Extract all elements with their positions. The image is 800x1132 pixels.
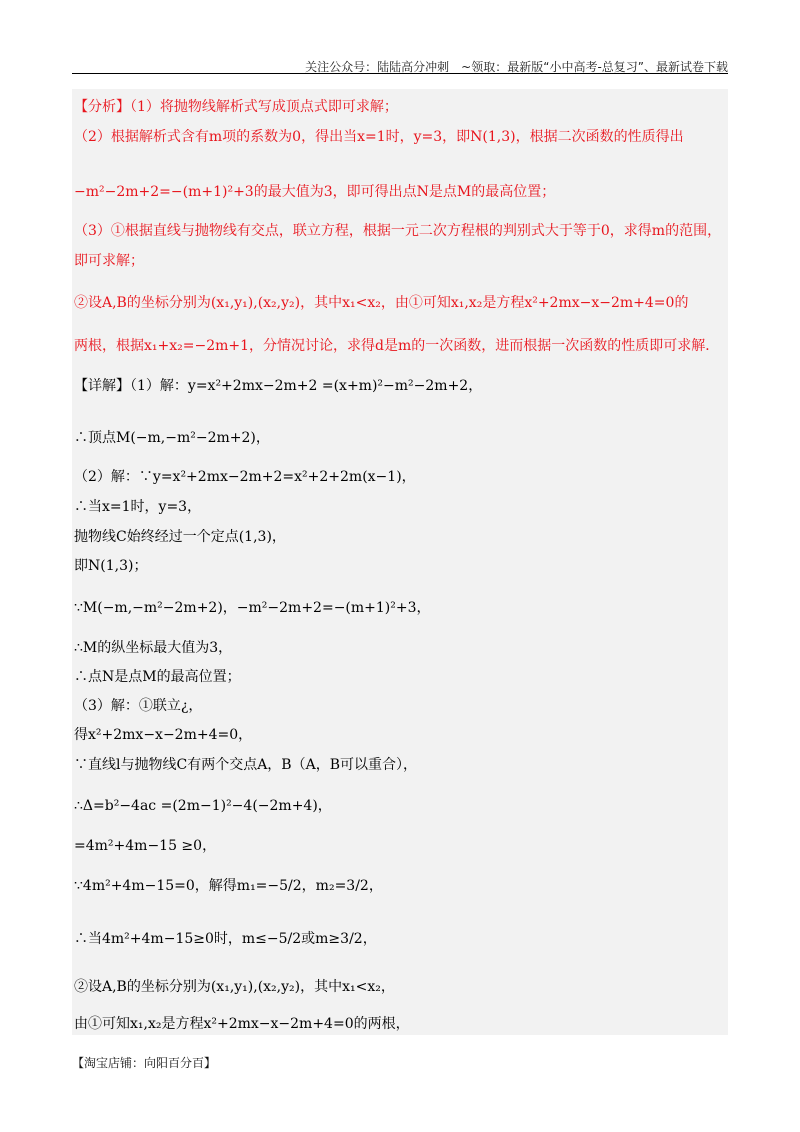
detail-line-3: （2）解：∵y=x²+2mx−2m+2=x²+2+2m(x−1)， (74, 469, 416, 485)
detail-line-7: ∵M(−m,−m²−2m+2)，−m²−2m+2=−(m+1)²+3， (74, 600, 431, 616)
analysis-line-5: 即可求解； (74, 253, 144, 269)
analysis-line-4: （3）①根据直线与抛物线有交点，联立方程，根据一元二次方程根的判别式大于等于0，求得m的范围， (74, 223, 722, 239)
detail-line-9: ∴点N是点M的最高位置； (74, 669, 241, 685)
detail-line-11: 得x²+2mx−x−2m+4=0， (74, 727, 253, 743)
detail-line-15: ∵4m²+4m−15=0，解得m₁=−5/2，m₂=3/2， (74, 878, 383, 894)
analysis-line-6: ②设A,B的坐标分别为(x₁,y₁),(x₂,y₂)，其中x₁<x₂，由①可知x₁,x₂是方程x²+2mx−x−2m+4=0的 (74, 295, 689, 311)
page-footer: 【淘宝店铺：向阳百分百】 (72, 1056, 217, 1070)
detail-line-12: ∵直线l与抛物线C有两个交点A，B（A，B可以重合）， (74, 757, 417, 773)
detail-line-2: ∴顶点M(−m,−m²−2m+2)， (74, 430, 270, 446)
detail-line-18: 由①可知x₁,x₂是方程x²+2mx−x−2m+4=0的两根， (74, 1016, 410, 1032)
detail-line-17: ②设A,B的坐标分别为(x₁,y₁),(x₂,y₂)，其中x₁<x₂， (74, 979, 395, 995)
header-rule (72, 73, 728, 74)
analysis-line-1: 【分析】（1）将抛物线解析式写成顶点式即可求解； (74, 99, 398, 115)
detail-line-5: 抛物线C始终经过一个定点(1,3)， (74, 529, 286, 545)
detail-line-1: 【详解】（1）解：y=x²+2mx−2m+2 =(x+m)²−m²−2m+2， (74, 378, 483, 394)
analysis-line-2: （2）根据解析式含有m项的系数为0，得出当x=1时，y=3，即N(1,3)，根据二次函数的性质得出 (74, 129, 684, 145)
detail-line-4: ∴当x=1时，y=3， (74, 499, 202, 515)
detail-line-14: =4m²+4m−15 ≥0， (74, 838, 217, 854)
detail-line-10: （3）解：①联立¿， (74, 698, 203, 714)
detail-line-6: 即N(1,3)； (74, 558, 148, 574)
analysis-line-3: −m²−2m+2=−(m+1)²+3的最大值为3，即可得出点N是点M的最高位置； (74, 184, 556, 200)
analysis-line-7: 两根，根据x₁+x₂=−2m+1，分情况讨论，求得d是m的一次函数，进而根据一次函数的性质即可求解． (74, 338, 720, 354)
page-header: 关注公众号：陆陆高分冲刺 ~领取：最新版“小中高考-总复习”、最新试卷下载 (305, 60, 728, 74)
detail-line-13: ∴Δ=b²−4ac =(2m−1)²−4(−2m+4)， (74, 798, 332, 814)
detail-line-8: ∴M的纵坐标最大值为3， (74, 640, 233, 656)
detail-line-16: ∴当4m²+4m−15≥0时，m≤−5/2或m≥3/2， (74, 931, 377, 947)
